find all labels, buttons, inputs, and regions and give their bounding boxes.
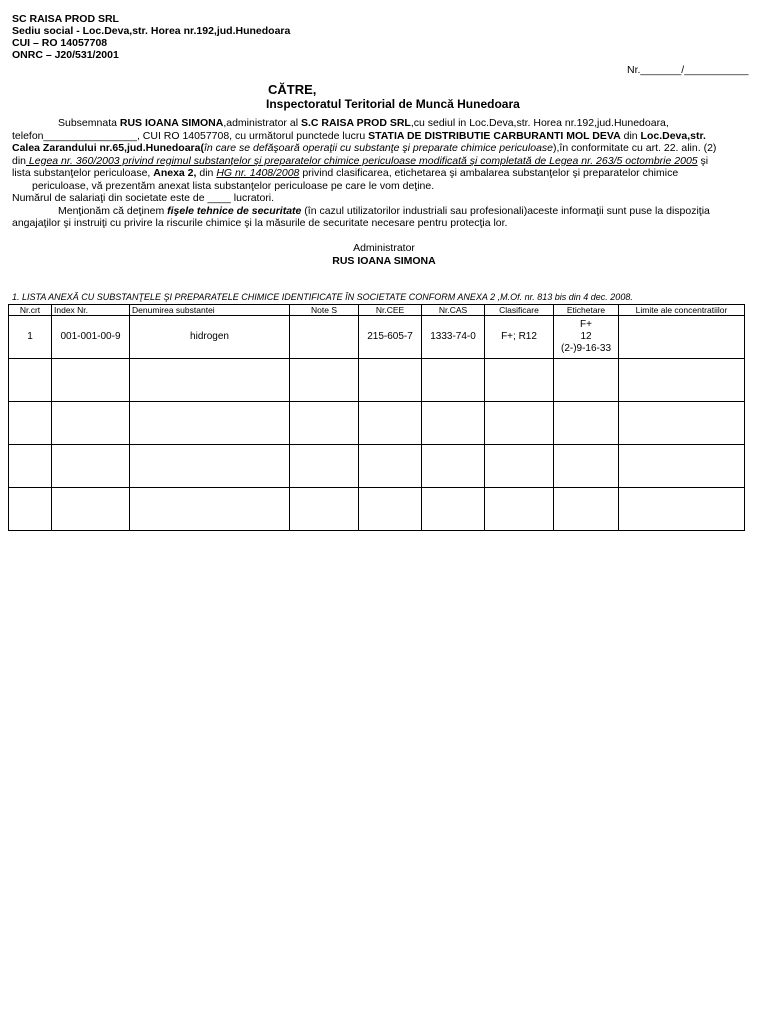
registration-number: Nr._______/___________	[627, 64, 749, 76]
col-header-note-s: Note S	[290, 305, 359, 316]
etichetare-line-1: F+	[580, 319, 592, 330]
col-header-denumire: Denumirea substantei	[130, 305, 290, 316]
table-row	[9, 316, 745, 359]
col-header-clasificare: Clasificare	[485, 305, 554, 316]
company-address: Sediu social - Loc.Deva,str. Horea nr.192,jud.Hunedoara	[12, 25, 291, 37]
col-header-limite: Limite ale concentratiilor	[619, 305, 745, 316]
etichetare-line-3: (2-)9-16-33	[560, 343, 612, 354]
table-row-empty	[9, 359, 745, 402]
cell-note-s	[290, 316, 359, 359]
company-onrc: ONRC – J20/531/2001	[12, 49, 119, 61]
cell-nr-cas: 1333-74-0	[422, 316, 485, 359]
signature-name: RUS IOANA SIMONA	[332, 255, 436, 267]
col-header-etichetare: Etichetare	[554, 305, 619, 316]
cell-denumire: hidrogen	[130, 316, 290, 359]
col-header-nr-cee: Nr.CEE	[359, 305, 422, 316]
etichetare-line-2: 12	[580, 331, 592, 342]
body-line-8: Menţionăm că deţinem fişele tehnice de securitate (în cazul utilizatorilor industriali sau profesionali)aceste informaţii sunt puse la dispoziţia	[58, 204, 710, 217]
body-line-6: periculoase, vă prezentăm anexat lista substanţelor periculoase pe care le vom deţine.	[32, 179, 435, 192]
cell-index-nr: 001-001-00-9	[52, 316, 130, 359]
body-line-3: Calea Zarandului nr.65,jud.Hunedoara(în care se defăşoară operaţii cu substanţe şi preparate chimice periculoase),în conformitate cu art. 22. alin. (2)	[12, 142, 717, 154]
table-row-empty	[9, 488, 745, 531]
body-line-7: Numărul de salariaţi din societate este de ____ lucratori.	[12, 192, 275, 204]
substances-table	[8, 304, 745, 531]
cell-limite	[619, 316, 745, 359]
company-name: SC RAISA PROD SRL	[12, 13, 119, 25]
col-header-index-nr: Index Nr.	[52, 305, 130, 316]
signature-role: Administrator	[353, 242, 415, 254]
body-line-4: din Legea nr. 360/2003 privind regimul substanţelor şi preparatelor chimice periculoase modificată şi completată de Legea nr. 263/5 octombrie 2005 şi	[12, 154, 709, 167]
list-title: 1. LISTA ANEXĂ CU SUBSTANŢELE ŞI PREPARATELE CHIMICE IDENTIFICATE ÎN SOCIETATE CONFORM ANEXA 2 ,M.Of. nr. 813 bis din 4 dec. 2008.	[12, 292, 633, 302]
body-line-1: Subsemnata RUS IOANA SIMONA,administrator al S.C RAISA PROD SRL,cu sediul in Loc.Deva,str. Horea nr.192,jud.Hunedoara,	[58, 117, 669, 129]
table-header-row	[9, 305, 745, 316]
body-line-9: angajaţilor şi instruiţi cu privire la riscurile chimice şi la măsurile de securitate necesare pentru protecţia lor.	[12, 217, 508, 229]
recipient-institution: Inspectoratul Teritorial de Muncă Hunedoara	[266, 97, 520, 111]
table-row-empty	[9, 445, 745, 488]
cell-nr-cee: 215-605-7	[359, 316, 422, 359]
body-line-5: lista substanţelor periculoase, Anexa 2, din HG nr. 1408/2008 privind clasificarea, etichetarea şi ambalarea substanţelor şi preparatelor chimice	[12, 167, 679, 179]
company-header	[12, 13, 290, 61]
company-cui: CUI – RO 14057708	[12, 37, 108, 49]
body-line-2: telefon________________, CUI RO 14057708, cu următorul punctede lucru STATIA DE DISTRIBUTIE CARBURANTI MOL DEVA din Loc.Deva,str.	[12, 129, 706, 142]
signature-block	[0, 242, 768, 268]
cell-etichetare	[554, 316, 619, 359]
letter-body	[12, 117, 754, 230]
cell-clasificare: F+; R12	[485, 316, 554, 359]
recipient-to: CĂTRE,	[268, 82, 317, 97]
col-header-nr-crt: Nr.crt	[9, 305, 52, 316]
col-header-nr-cas: Nr.CAS	[422, 305, 485, 316]
table-row-empty	[9, 402, 745, 445]
cell-nr-crt: 1	[9, 316, 52, 359]
